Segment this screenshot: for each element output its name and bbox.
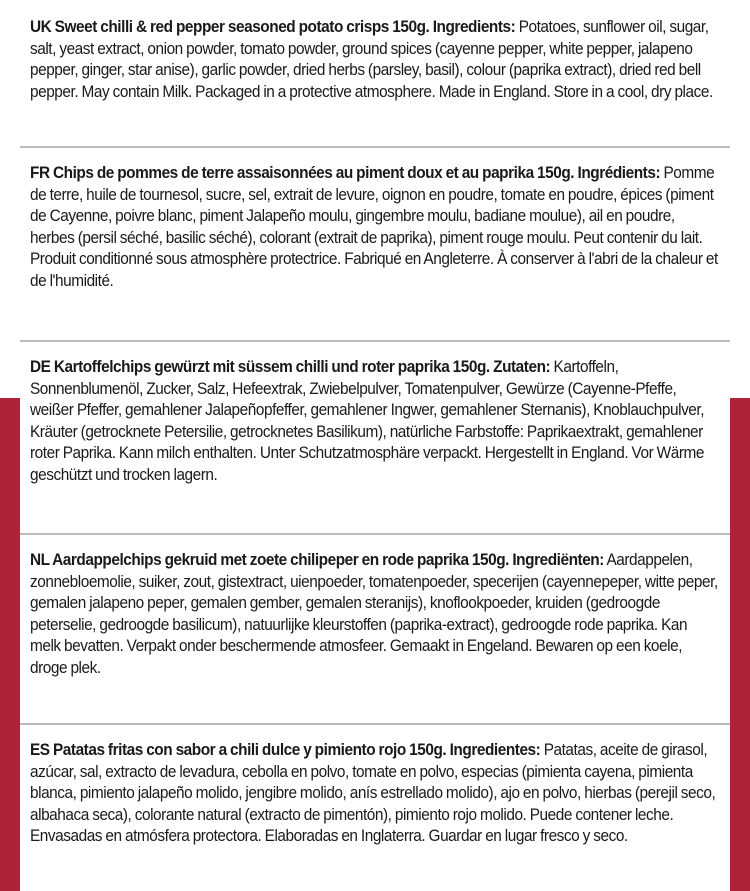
ingredients-section-nl <box>20 535 730 725</box>
ingredients-text-uk <box>30 16 720 102</box>
ingredients-section-uk <box>20 0 730 148</box>
section-title-nl: NL Aardappelchips gekruid met zoete chilipeper en rode paprika 150g. Ingrediënten: <box>30 550 604 569</box>
section-body-fr: Pomme de terre, huile de tournesol, sucre, sel, extrait de levure, oignon en poudre, tomate en poudre, épices (piment de Cayenne, poivre blanc, piment Jalapeño moulu, gingembre moulu, badiane moulue), ail en poudre, herbes (persil séché, basilic séché), colorant (extrait de paprika), piment rouge moulu. Peut contenir du lait. Produit conditionné sous atmosphère protectrice. Fabriqué en Angleterre. À conserver à l'abri de la chaleur et de l'humidité. <box>30 163 718 290</box>
section-title-uk: UK Sweet chilli & red pepper seasoned potato crisps 150g. Ingredients: <box>30 17 516 36</box>
ingredients-section-es <box>20 725 730 891</box>
section-body-nl: Aardappelen, zonnebloemolie, suiker, zout, gistextract, uienpoeder, tomatenpoeder, specerijen (cayennepeper, witte peper, gemalen jalapeno peper, gemalen gember, gemalen steranijs), knoflookpoeder, kruiden (gedroogde peterselie, gedroogde basilicum), natuurlijke kleurstoffen (paprika-extract), gedroogde rode paprika. Kan melk bevatten. Verpakt onder beschermende atmosfeer. Gemaakt in Engeland. Bewaren op een koele, droge plek. <box>30 550 718 677</box>
ingredients-text-es <box>30 739 720 847</box>
ingredients-text-nl <box>30 549 720 678</box>
ingredients-text-de <box>30 356 720 485</box>
ingredients-section-de <box>20 342 730 535</box>
section-title-es: ES Patatas fritas con sabor a chili dulce y pimiento rojo 150g. Ingredientes: <box>30 740 541 759</box>
section-title-de: DE Kartoffelchips gewürzt mit süssem chilli und roter paprika 150g. Zutaten: <box>30 357 551 376</box>
ingredients-label-panel <box>20 0 730 891</box>
ingredients-section-fr <box>20 148 730 342</box>
section-body-uk: Potatoes, sunflower oil, sugar, salt, yeast extract, onion powder, tomato powder, ground spices (cayenne pepper, white pepper, jalapeno pepper, ginger, star anise), garlic powder, dried herbs (parsley, basil), colour (paprika extract), dried red bell pepper. May contain Milk. Packaged in a protective atmosphere. Made in England. Store in a cool, dry place. <box>30 17 713 101</box>
section-title-fr: FR Chips de pommes de terre assaisonnées au piment doux et au paprika 150g. Ingrédients: <box>30 163 661 182</box>
ingredients-text-fr <box>30 162 720 291</box>
section-body-de: Kartoffeln, Sonnenblumenöl, Zucker, Salz, Hefeextrak, Zwiebelpulver, Tomatenpulver, Gewürze (Cayenne-Pfeffe, weißer Pfeffer, gemahlener Jalapeñopfeffer, gemahlener Ingwer, gemahlener Sternanis), Knoblauchpulver, Kräuter (getrocknete Petersilie, getrocknetes Basilikum), natürliche Farbstoffe: Paprikaextrakt, gemahlener roter Paprika. Kann milch enthalten. Unter Schutzatmosphäre verpackt. Hergestellt in England. Vor Wärme geschützt und trocken lagern. <box>30 357 705 484</box>
section-body-es: Patatas, aceite de girasol, azúcar, sal, extracto de levadura, cebolla en polvo, tomate en polvo, especias (pimienta cayena, pimienta blanca, pimiento jalapeño molido, jengibre molido, anís estrellado molido), ajo en polvo, hierbas (perejil seco, albahaca seca), colorante natural (extracto de pimentón), pimiento rojo molido. Puede contener leche. Envasadas en atmósfera protectora. Elaboradas en Inglaterra. Guardar en lugar fresco y seco. <box>30 740 716 845</box>
